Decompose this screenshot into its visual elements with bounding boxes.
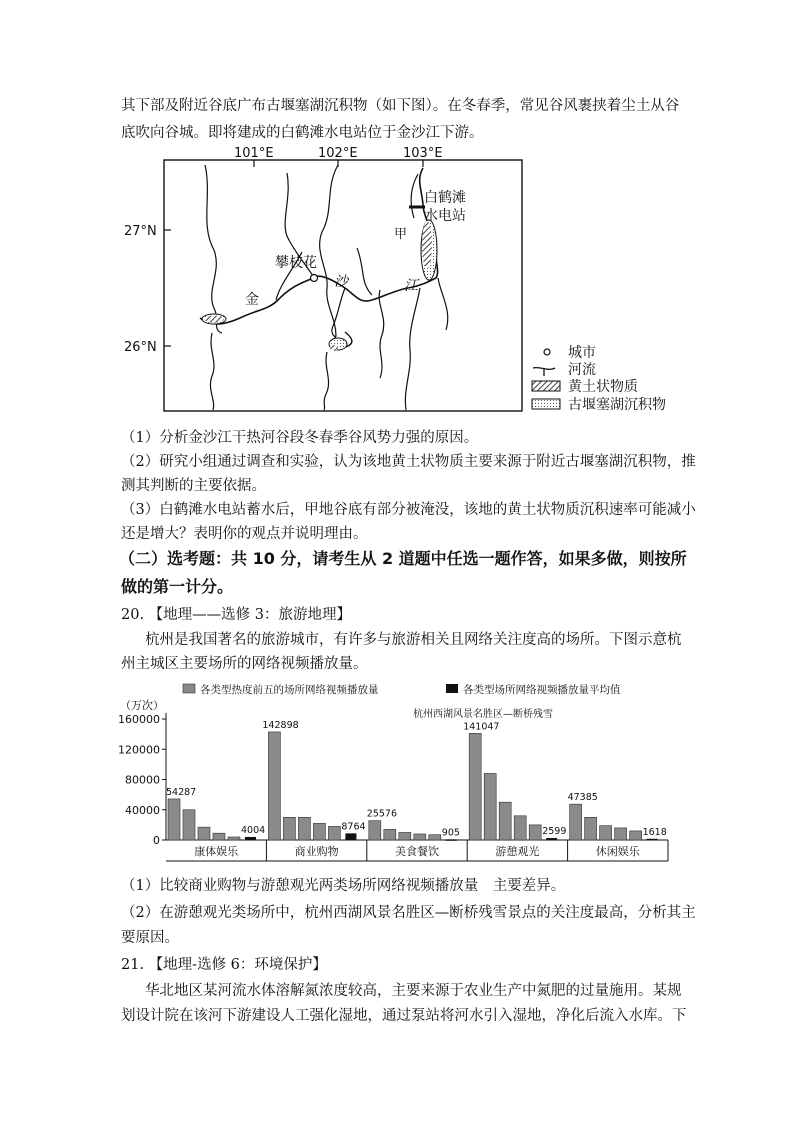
q20-title: 20. 【地理——选修 3：旅游地理】 xyxy=(121,607,352,623)
top-value-label: 141047 xyxy=(463,721,500,733)
y-tick-label: 160000 xyxy=(118,713,160,726)
bar-top5 xyxy=(615,828,627,840)
bar-top5 xyxy=(228,837,240,840)
river-char-sha: 沙 xyxy=(334,274,348,290)
lat-label-27: 27°N xyxy=(124,224,157,239)
bar-average xyxy=(446,839,457,841)
legend-loess: 黄土状物质 xyxy=(568,379,638,395)
average-value-label: 2599 xyxy=(542,826,567,838)
lon-label-103: 103°E xyxy=(403,146,443,161)
legend-top5: 各类型热度前五的场所网络视频播放量 xyxy=(200,684,379,696)
intro-line-1: 其下部及附近谷底广布古堰塞湖沉积物（如下图）。在冬春季，常见谷风裹挟着尘土从谷 xyxy=(121,98,680,114)
average-value-label: 1618 xyxy=(642,826,667,838)
bar-top5 xyxy=(399,832,411,840)
chart-ylabel: （万次） xyxy=(120,699,164,712)
station-label-line2: 水电站 xyxy=(424,208,466,224)
average-value-label: 905 xyxy=(441,827,460,839)
top-value-label: 142898 xyxy=(262,719,299,731)
q20-part1: （1）比较商业购物与游憩观光两类场所网络视频播放量 主要差异。 xyxy=(121,878,566,894)
y-tick-label: 80000 xyxy=(125,773,160,787)
q19-part2-line1: （2）研究小组通过调查和实验，认为该地黄土状物质主要来源于附近古堰塞湖沉积物，推 xyxy=(121,454,696,470)
y-tick-label: 40000 xyxy=(125,803,160,817)
y-tick-label: 120000 xyxy=(118,743,160,757)
legend-top5-swatch xyxy=(183,684,195,693)
bar-top5 xyxy=(283,817,295,840)
q20-part2-line1: （2）在游憩观光类场所中，杭州西湖风景名胜区—断桥残雪景点的关注度最高，分析其主 xyxy=(121,905,696,921)
bar-top5 xyxy=(600,826,612,840)
river-char-jiang: 江 xyxy=(404,278,418,294)
jia-label: 甲 xyxy=(394,227,408,242)
bar-average xyxy=(345,833,356,840)
category-label: 康体娱乐 xyxy=(194,845,239,858)
bar-top5 xyxy=(268,732,280,840)
bar-top5 xyxy=(183,810,195,840)
intro-line-2: 底吹向谷城。即将建成的白鹤滩水电站位于金沙江下游。 xyxy=(121,125,484,141)
q21-line1: 华北地区某河流水体溶解氮浓度较高，主要来源于农业生产中氮肥的过量施用。某规 xyxy=(145,983,682,999)
bar-average xyxy=(245,837,256,840)
bar-top5 xyxy=(499,802,511,840)
station-label-line1: 白鹤滩 xyxy=(424,190,466,206)
bar-top5 xyxy=(429,835,441,840)
bar-top5 xyxy=(484,773,496,840)
bar-top5 xyxy=(313,823,325,840)
bar-top5 xyxy=(213,833,225,840)
legend-city: 城市 xyxy=(568,345,596,361)
bar-top5 xyxy=(469,733,481,840)
top-value-label: 47385 xyxy=(567,792,598,804)
bar-average xyxy=(546,838,557,840)
legend-lake: 古堰塞湖沉积物 xyxy=(568,397,666,413)
bar-top5 xyxy=(529,825,541,840)
y-tick-label: 0 xyxy=(153,834,160,847)
legend-avg: 各类型场所网络视频播放量平均值 xyxy=(463,684,621,696)
bar-top5 xyxy=(570,804,582,840)
bar-top5 xyxy=(298,817,310,840)
lon-label-101: 101°E xyxy=(234,146,274,161)
bar-top5 xyxy=(630,831,642,840)
category-label: 商业购物 xyxy=(294,845,339,858)
q20-intro-line1: 杭州是我国著名的旅游城市，有许多与旅游相关且网络关注度高的场所。下图示意杭 xyxy=(145,632,682,648)
category-label: 休闲娱乐 xyxy=(595,845,640,858)
lon-label-102: 102°E xyxy=(318,146,358,161)
average-value-label: 8764 xyxy=(341,821,366,833)
bar-top5 xyxy=(369,821,381,840)
q21-title: 21. 【地理-选修 6：环境保护】 xyxy=(121,957,327,973)
top-value-label: 25576 xyxy=(366,808,398,820)
legend-avg-swatch xyxy=(446,684,458,693)
city-label: 攀枝花 xyxy=(275,255,317,271)
legend-river: 河流 xyxy=(568,362,596,378)
category-label: 游憩观光 xyxy=(495,845,540,858)
bar-average xyxy=(647,839,658,841)
river-char-jin: 金 xyxy=(245,292,259,308)
section2-heading-line1: （二）选考题：共 10 分，请考生从 2 道题中任选一题作答，如果多做，则按所 xyxy=(119,549,687,568)
q19-part3-line2: 还是增大？表明你的观点并说明理由。 xyxy=(121,526,368,542)
average-value-label: 4004 xyxy=(241,824,266,836)
section2-heading-line2: 做的第一计分。 xyxy=(121,577,234,596)
category-label: 美食餐饮 xyxy=(395,845,439,858)
bar-top5 xyxy=(168,799,180,840)
q20-intro-line2: 州主城区主要场所的网络视频播放量。 xyxy=(121,656,368,672)
bar-top5 xyxy=(328,826,340,840)
q19-part3-line1: （3）白鹤滩水电站蓄水后，甲地谷底有部分被淹没，该地的黄土状物质沉积速率可能减小 xyxy=(121,502,696,518)
chart-annotation: 杭州西湖风景名胜区—断桥残雪 xyxy=(413,709,553,720)
top-value-label: 54287 xyxy=(166,786,197,798)
q19-part2-line2: 测其判断的主要依据。 xyxy=(121,478,266,494)
bar-top5 xyxy=(585,817,597,840)
lat-label-26: 26°N xyxy=(124,340,157,355)
bar-top5 xyxy=(514,816,526,840)
q21-line2: 划设计院在该河下游建设人工强化湿地，通过泵站将河水引入湿地，净化后流入水库。下 xyxy=(121,1008,687,1024)
q20-part2-line2: 要原因。 xyxy=(121,930,179,946)
bar-top5 xyxy=(198,827,210,840)
q19-part1: （1）分析金沙江干热河谷段冬春季谷风势力强的原因。 xyxy=(121,430,479,446)
bar-top5 xyxy=(414,834,426,840)
bar-top5 xyxy=(384,829,396,840)
